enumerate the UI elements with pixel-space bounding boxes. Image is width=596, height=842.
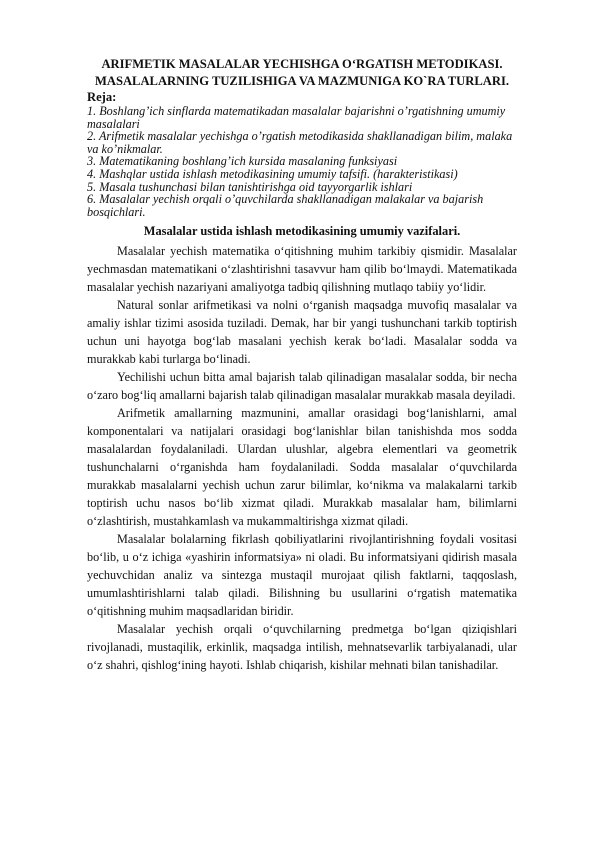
main-title-line-1: ARIFMETIK MASALALAR YECHISHGA O‘RGATISH METODIKASI. bbox=[101, 57, 503, 71]
plan-item-2: 2. Arifmetik masalalar yechishga o’rgatish metodikasida shakllanadigan bilim, malaka va ko’nikmalar. bbox=[87, 129, 513, 156]
paragraph-4: Arifmetik amallarning mazmunini, amallar orasidagi bog‘lanishlarni, amal komponentalari va natijalari orasidagi bog‘lanishlar bilan tanishishda mos sodda masalalardan foydalaniladi. Ulardan ulushlar, algebra elementlari va geometrik tushunchalarni o‘rganishda ham foydalaniladi. Sodda masalalar o‘quvchilarda murakkab masalalarni yechish uchun zarur bilimlar, ko‘nikma va malakalarni tarkib toptirish uchu nasos bo‘lib xizmat qiladi. Murakkab masalalar ham, bilimlarni o‘zlashtirish, mustahkamlash va mukammaltirishga xizmat qiladi. bbox=[87, 406, 517, 529]
main-title-line-2: MASALALARNING TUZILISHIGA VA MAZMUNIGA KO`RA TURLARI. bbox=[94, 74, 510, 88]
plan-item-1: 1. Boshlang’ich sinflarda matematikadan masalalar bajarishni o’rgatishning umumiy masalalari bbox=[87, 104, 506, 131]
plan-list bbox=[87, 105, 517, 218]
plan-item-4: 4. Mashqlar ustida ishlash metodikasining umumiy tafsifi. (harakteristikasi) bbox=[87, 166, 458, 181]
plan-item-6: 6. Masalalar yechish orqali o’quvchilarda shakllanadigan malakalar va bajarish bosqichlari. bbox=[87, 192, 484, 219]
paragraph-5: Masalalar bolalarning fikrlash qobiliyatlarini rivojlantirishning foydali vositasi bo‘lib, u o‘z ichiga «yashirin informatsiya» ni oladi. Bu informatsiyani qidirish masala yechuvchidan analiz va sintezga mustaqil murojaat qilish faktlarni, taqqoslash, umumlashtirishlarni talab qiladi. Bilishning bu usullarini o‘rgatish matematika o‘qitishning muhim maqsadlaridan biridir. bbox=[87, 532, 517, 619]
section-heading: Masalalar ustida ishlash metodikasining umumiy vazifalari. bbox=[143, 224, 461, 239]
plan-item-5: 5. Masala tushunchasi bilan tanishtirishga oid tayyorgarlik ishlari bbox=[87, 179, 413, 194]
plan-label: Reja: bbox=[87, 90, 117, 104]
paragraph-1: Masalalar yechish matematika o‘qitishning muhim tarkibiy qismidir. Masalalar yechmasdan matematikani o‘zlashtirishni tasavvur ham qilib bo‘lmaydi. Matematikada masalalar yechish nazariyani amaliyotga tadbiq qilishning mutlaqo tabiiy yo‘lidir. bbox=[87, 244, 517, 295]
page-content bbox=[87, 56, 517, 674]
paragraph-6: Masalalar yechish orqali o‘quvchilarning predmetga bo‘lgan qiziqishlari rivojlanadi, mustaqilik, erkinlik, maqsadga intilish, mehnatsevarlik tarbiyalanadi, ular o‘z shahri, qishlog‘ining hayoti. Ishlab chiqarish, kishilar mehnati bilan tanishadilar. bbox=[87, 622, 517, 673]
paragraph-2: Natural sonlar arifmetikasi va nolni o‘rganish maqsadga muvofiq masalalar va amaliy ishlar tizimi asosida tuziladi. Demak, har bir yangi tushunchani tarkib toptirish uchun uni hayotga bog‘lab masalani yechish kerak bo‘ladi. Masalalar sodda va murakkab kabi turlarga bo‘linadi. bbox=[87, 298, 517, 367]
paragraph-3: Yechilishi uchun bitta amal bajarish talab qilinadigan masalalar sodda, bir necha o‘zaro bog‘liq amallarni bajarish talab qilinadigan masalalar murakkab masala deyiladi. bbox=[87, 370, 517, 403]
plan-item-3: 3. Matematikaning boshlang’ich kursida masalaning funksiyasi bbox=[87, 154, 398, 169]
